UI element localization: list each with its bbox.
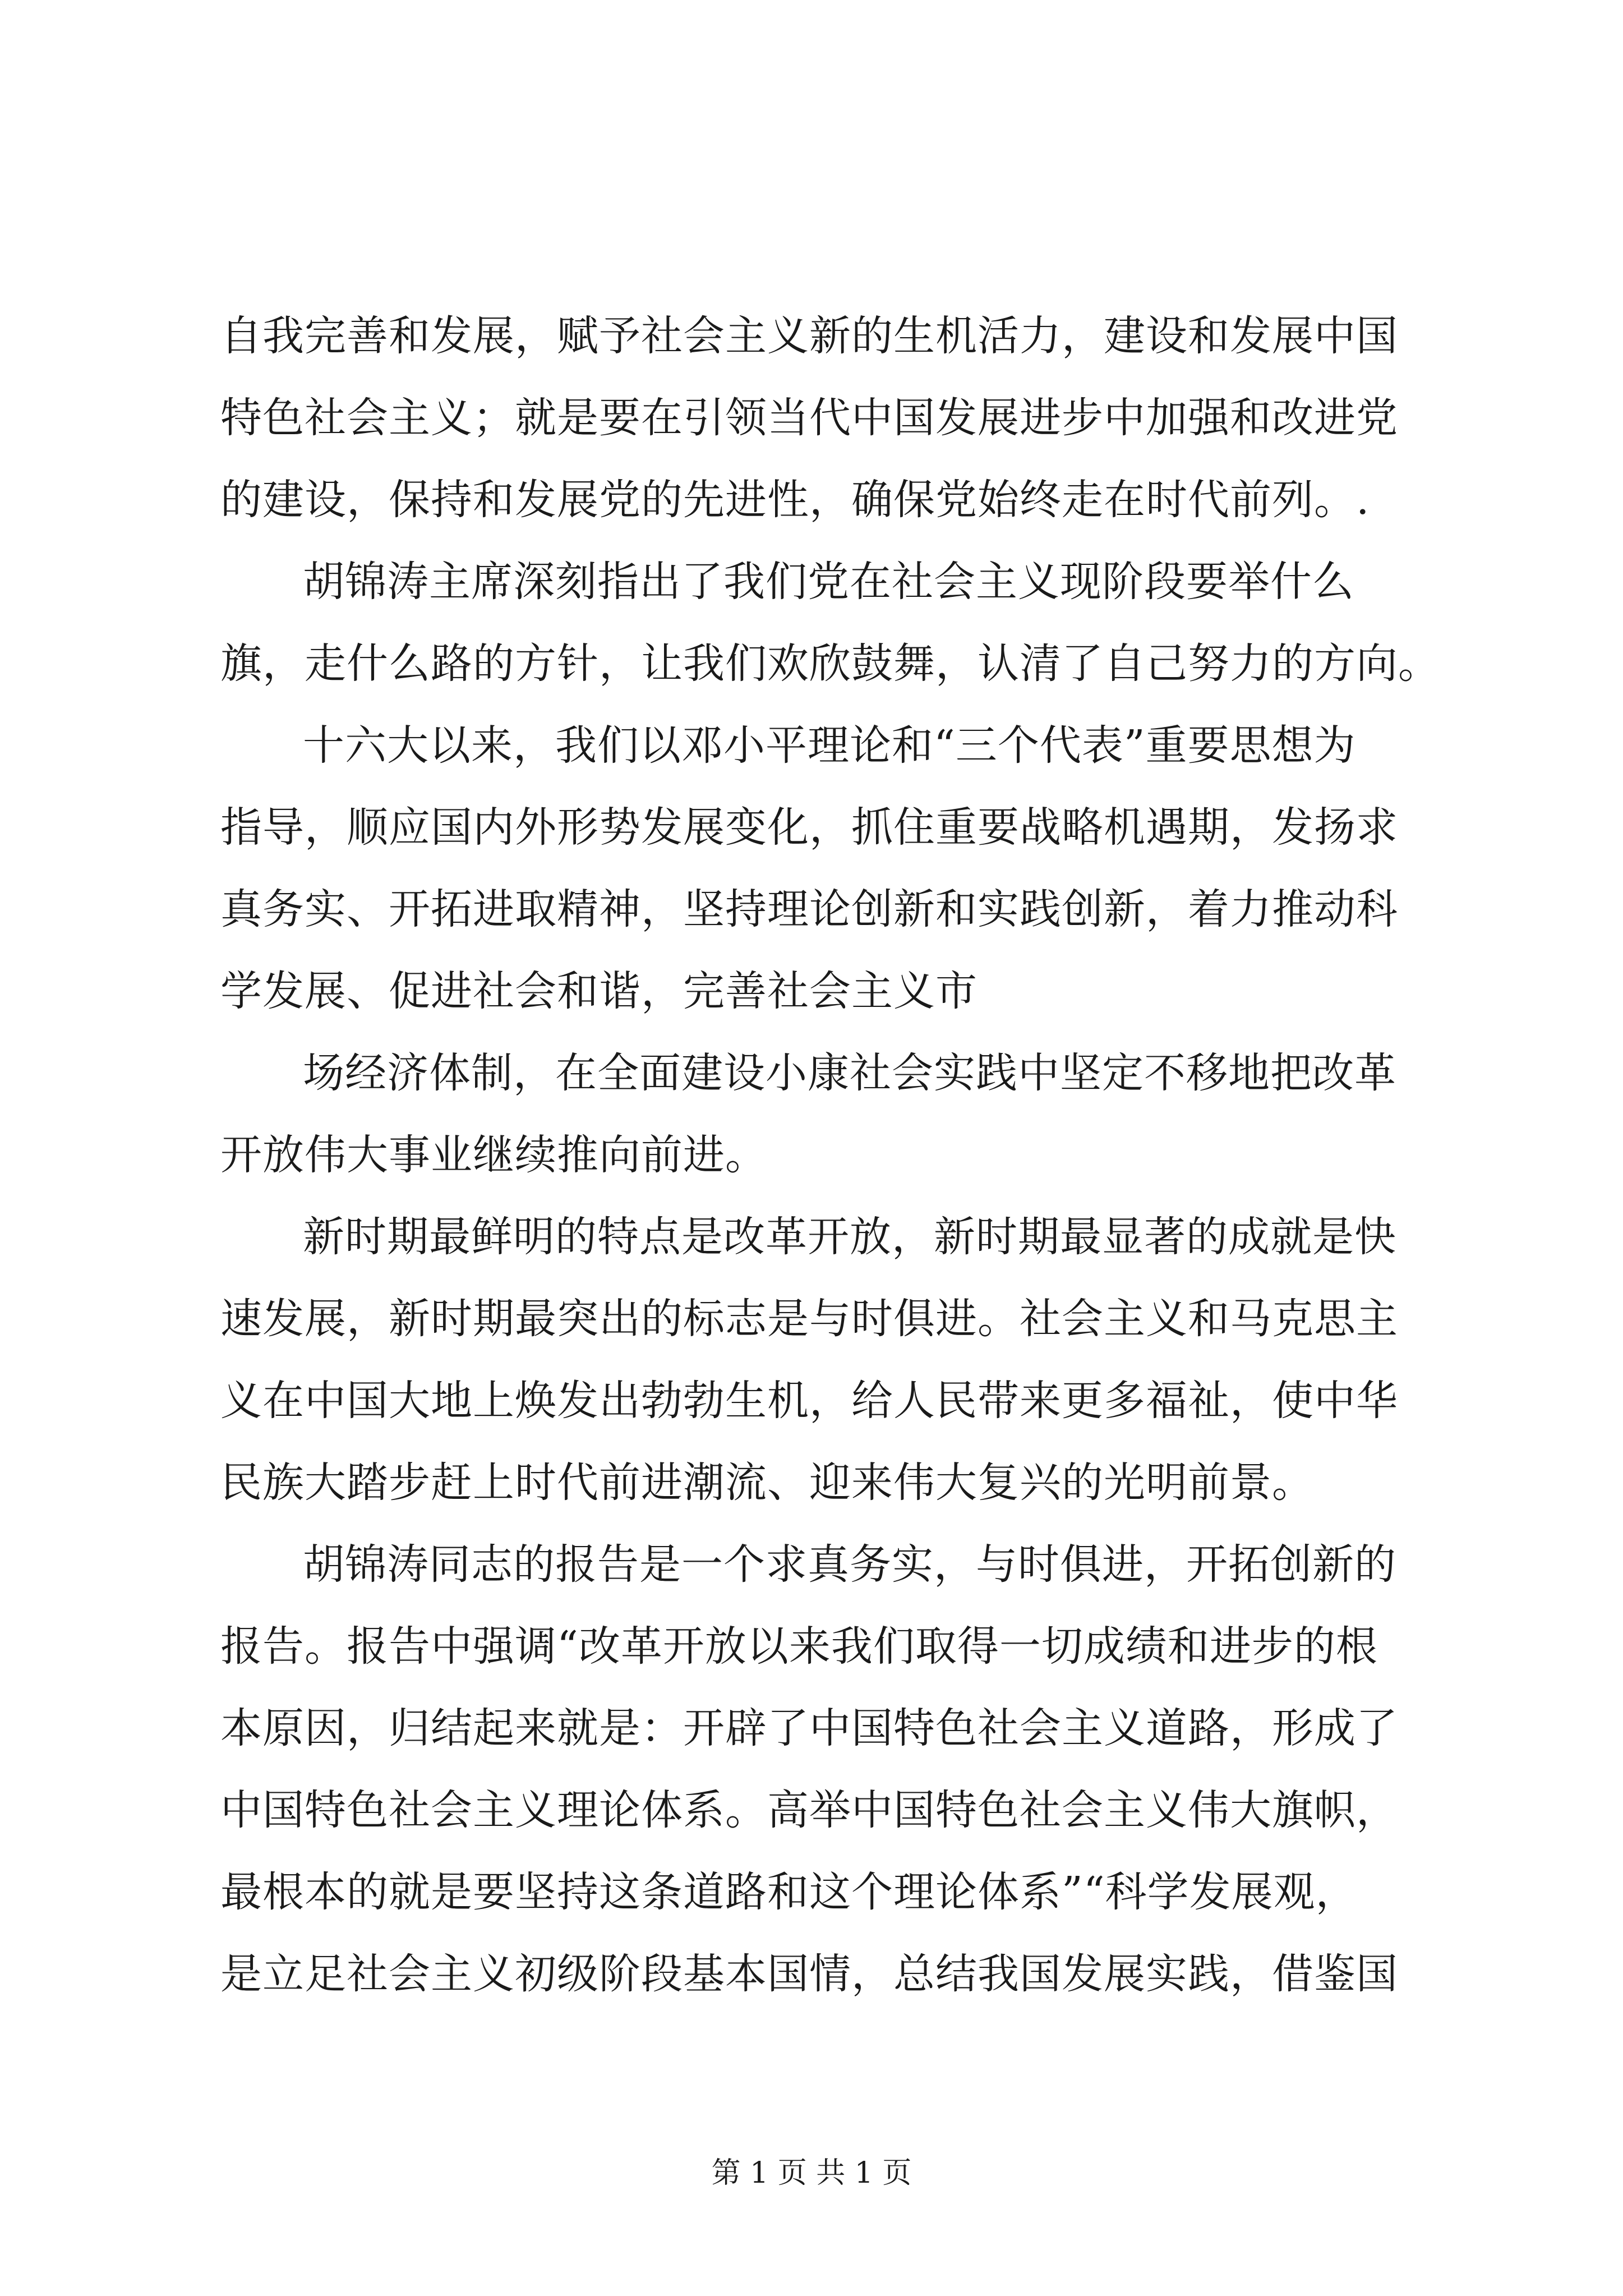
text-line-5: 旗，走什么路的方针，让我们欢欣鼓舞，认清了自己努力的方向。: [220, 639, 1440, 688]
text-line-18: 本原因，归结起来就是：开辟了中国特色社会主义道路，形成了: [220, 1704, 1398, 1752]
text-line-19: 中国特色社会主义理论体系。高举中国特色社会主义伟大旗帜，: [220, 1786, 1398, 1834]
text-line-12: 新时期最鲜明的特点是改革开放，新时期最显著的成就是快: [303, 1213, 1396, 1261]
text-line-1: 自我完善和发展，赋予社会主义新的生机活力，建设和发展中国: [220, 312, 1398, 360]
text-line-3: 的建设，保持和发展党的先进性，确保党始终走在时代前列。.: [220, 476, 1370, 524]
page-number-footer: 第 1 页 共 1 页: [711, 2156, 912, 2190]
text-line-15: 民族大踏步赶上时代前进潮流、迎来伟大复兴的光明前景。: [220, 1458, 1314, 1507]
text-line-4: 胡锦涛主席深刻指出了我们党在社会主义现阶段要举什么: [303, 558, 1354, 606]
text-line-7: 指导，顺应国内外形势发展变化，抓住重要战略机遇期，发扬求: [220, 803, 1398, 852]
text-line-10: 场经济体制，在全面建设小康社会实践中坚定不移地把改革: [303, 1049, 1396, 1097]
text-line-8: 真务实、开拓进取精神，坚持理论创新和实践创新，着力推动科: [220, 885, 1398, 933]
text-line-17: 报告。报告中强调“改革开放以来我们取得一切成绩和进步的根: [220, 1622, 1378, 1671]
text-line-16: 胡锦涛同志的报告是一个求真务实，与时俱进，开拓创新的: [303, 1540, 1396, 1589]
text-line-6: 十六大以来，我们以邓小平理论和“三个代表”重要思想为: [303, 721, 1356, 770]
text-line-9: 学发展、促进社会和谐，完善社会主义市: [220, 967, 978, 1015]
text-line-11: 开放伟大事业继续推向前进。: [220, 1131, 767, 1179]
text-line-14: 义在中国大地上焕发出勃勃生机，给人民带来更多福祉，使中华: [220, 1377, 1398, 1425]
text-line-20: 最根本的就是要坚持这条道路和这个理论体系”“科学发展观，: [220, 1868, 1358, 1916]
text-line-13: 速发展，新时期最突出的标志是与时俱进。社会主义和马克思主: [220, 1295, 1398, 1343]
text-line-2: 特色社会主义；就是要在引领当代中国发展进步中加强和改进党: [220, 394, 1398, 442]
text-line-21: 是立足社会主义初级阶段基本国情，总结我国发展实践，借鉴国: [220, 1950, 1398, 1998]
